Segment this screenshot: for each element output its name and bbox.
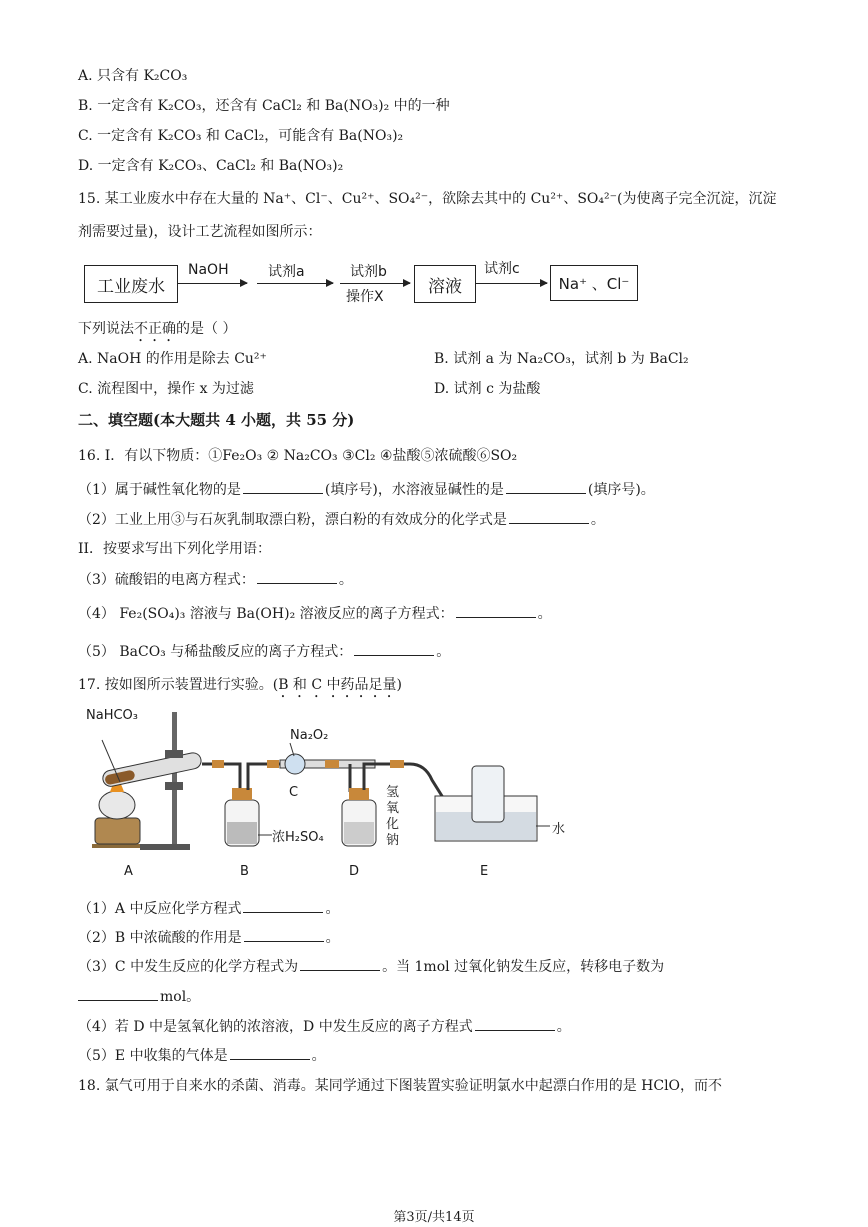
q17-part3-cont	[78, 986, 200, 1007]
q14-option-b: B. 一定含有 K₂CO₃，还含有 CaCl₂ 和 Ba(NO₃)₂ 中的一种	[78, 98, 450, 114]
q15-option-b: B. 试剂 a 为 Na₂CO₃，试剂 b 为 BaCl₂	[434, 351, 689, 367]
q17-part1	[78, 898, 339, 919]
label-nahco3: NaHCO₃	[86, 708, 138, 723]
q17-stem	[78, 675, 402, 701]
q15-ask-pre: 下列说法	[78, 321, 134, 337]
flow-label-reagent-c: 试剂c	[484, 261, 520, 277]
label-d: D	[349, 864, 360, 879]
stand-base	[140, 844, 190, 850]
na2o2-bulb	[285, 754, 305, 774]
flow-box-solution: 溶液	[414, 265, 476, 303]
page-footer: 第3页/共14页	[393, 1210, 475, 1225]
label-e: E	[480, 864, 489, 879]
q16-p4-text-a: （4） Fe₂(SO₄)₃ 溶液与 Ba(OH)₂ 溶液反应的离子方程式：	[78, 606, 454, 622]
q16-part5	[78, 641, 450, 662]
q17-p2-text-b: 。	[325, 930, 340, 946]
flow-arrow-3	[340, 283, 410, 284]
q17-p4-text-b: 。	[556, 1019, 571, 1035]
q16-p3-text-b: 。	[338, 572, 353, 588]
q15-ask-post: 的是（ ）	[176, 321, 237, 337]
q15-stem-line2: 剂需要过量)，设计工艺流程如图所示：	[78, 224, 322, 240]
flow-label-reagent-a: 试剂a	[268, 264, 305, 280]
q16-p1-text-a: （1）属于碱性氧化物的是	[78, 482, 241, 498]
q16-p4-text-b: 。	[537, 606, 552, 622]
label-na2o2: Na₂O₂	[290, 728, 329, 743]
q18-stem: 18. 氯气可用于自来水的杀菌、消毒。某同学通过下图装置实验证明氯水中起漂白作用的是 HClO，而不	[78, 1078, 723, 1094]
q16-p5-blank[interactable]	[354, 641, 434, 656]
flow-arrow-4	[475, 283, 547, 284]
q17-part2	[78, 927, 340, 948]
q16-p4-blank[interactable]	[456, 603, 536, 618]
acid-liquid	[227, 822, 257, 844]
q17-p1-text-a: （1）A 中反应化学方程式	[78, 901, 242, 917]
q16-stem: 16. I．有以下物质：①Fe₂O₃ ② Na₂CO₃ ③Cl₂ ④盐酸⑤浓硫酸⑥SO₂	[78, 448, 518, 464]
flow-arrow-1	[177, 283, 247, 284]
flow-box-result: Na⁺ 、Cl⁻	[550, 265, 638, 301]
label-h2so4: 浓H₂SO₄	[272, 830, 324, 845]
q16-p1-text-b: (填序号)，水溶液显碱性的是	[324, 482, 504, 498]
q17-p5-text-a: （5）E 中收集的气体是	[78, 1048, 228, 1064]
connector-3	[325, 760, 339, 768]
q17-part4	[78, 1016, 571, 1037]
q16-p1-blank1[interactable]	[243, 479, 323, 494]
q16-part1	[78, 479, 655, 500]
q17-stem-emphasis: B 和 C 中药品足量	[278, 677, 397, 693]
label-b: B	[240, 864, 249, 879]
connector-4	[390, 760, 404, 768]
q17-p3-text-c: mol。	[160, 989, 201, 1005]
q16-p1-blank2[interactable]	[506, 479, 586, 494]
connector-1	[212, 760, 224, 768]
q15-option-d: D. 试剂 c 为盐酸	[434, 381, 541, 397]
q17-p1-text-b: 。	[325, 901, 340, 917]
q16-part3	[78, 569, 353, 590]
q15-stem-line1: 15. 某工业废水中存在大量的 Na⁺、Cl⁻、Cu²⁺、SO₄²⁻，欲除去其中的 Cu²⁺、SO₄²⁻(为使离子完全沉淀，沉淀	[78, 191, 777, 207]
q17-p1-blank[interactable]	[243, 898, 323, 913]
q17-part3	[78, 956, 664, 977]
section-heading: 二、填空题(本大题共 4 小题，共 55 分)	[78, 411, 355, 429]
q15-ask-emphasis: 不正确	[134, 321, 176, 337]
flow-box-wastewater: 工业废水	[84, 265, 178, 303]
q16-p5-text-b: 。	[436, 644, 451, 660]
q17-p5-text-b: 。	[311, 1048, 326, 1064]
q17-p3-blank1[interactable]	[300, 956, 380, 971]
alcohol-lamp	[99, 791, 135, 819]
q17-stem-a: 17. 按如图所示装置进行实验。(	[78, 677, 279, 693]
q17-p3-text-b: 。当 1mol 过氧化钠发生反应，转移电子数为	[382, 959, 665, 975]
flow-label-naoh: NaOH	[188, 262, 229, 278]
q17-stem-b: )	[396, 677, 403, 693]
q14-option-c: C. 一定含有 K₂CO₃ 和 CaCl₂，可能含有 Ba(NO₃)₂	[78, 128, 404, 144]
clamp-1	[165, 750, 183, 758]
stopper-d	[349, 788, 369, 800]
q17-p4-text-a: （4）若 D 中是氢氧化钠的浓溶液，D 中发生反应的离子方程式	[78, 1019, 473, 1035]
q14-option-a: A. 只含有 K₂CO₃	[78, 68, 188, 84]
burner-base	[92, 844, 140, 848]
label-naoh-vertical: 氢氧化钠	[386, 785, 400, 848]
q16-p2-text-a: （2）工业上用③与石灰乳制取漂白粉，漂白粉的有效成分的化学式是	[78, 512, 507, 528]
burner-body	[95, 818, 140, 844]
label-a: A	[124, 864, 133, 879]
flow-arrow-2	[257, 283, 333, 284]
test-tube	[101, 751, 202, 787]
q15-option-c: C. 流程图中，操作 x 为过滤	[78, 381, 254, 397]
q16-p3-text-a: （3）硫酸铝的电离方程式：	[78, 572, 255, 588]
q15-option-a: A. NaOH 的作用是除去 Cu²⁺	[78, 351, 267, 367]
q16-p1-text-c: (填序号)。	[587, 482, 655, 498]
q17-p2-blank[interactable]	[244, 927, 324, 942]
connector-2	[267, 760, 279, 768]
q17-p2-text-a: （2）B 中浓硫酸的作用是	[78, 930, 242, 946]
label-c: C	[289, 785, 299, 800]
q14-option-d: D. 一定含有 K₂CO₃、CaCl₂ 和 Ba(NO₃)₂	[78, 158, 344, 174]
q16-part4	[78, 603, 552, 624]
q15-question	[78, 319, 236, 345]
q16-part2	[78, 509, 605, 530]
q17-part5	[78, 1045, 326, 1066]
q16-part-ii: II．按要求写出下列化学用语：	[78, 541, 272, 557]
q17-p4-blank[interactable]	[475, 1016, 555, 1031]
label-water: 水	[552, 822, 566, 837]
flow-label-operation-x: 操作X	[346, 289, 384, 305]
q17-p3-blank2[interactable]	[78, 986, 158, 1001]
collecting-cylinder	[472, 766, 504, 822]
stand-rod	[172, 712, 177, 847]
q16-p2-text-b: 。	[590, 512, 605, 528]
flow-label-reagent-b: 试剂b	[350, 264, 387, 280]
clamp-2	[165, 782, 183, 790]
q16-p5-text-a: （5） BaCO₃ 与稀盐酸反应的离子方程式：	[78, 644, 353, 660]
q17-p3-text-a: （3）C 中发生反应的化学方程式为	[78, 959, 299, 975]
q16-p3-blank[interactable]	[257, 569, 337, 584]
naoh-liquid	[344, 822, 374, 844]
q17-p5-blank[interactable]	[230, 1045, 310, 1060]
q16-p2-blank[interactable]	[509, 509, 589, 524]
